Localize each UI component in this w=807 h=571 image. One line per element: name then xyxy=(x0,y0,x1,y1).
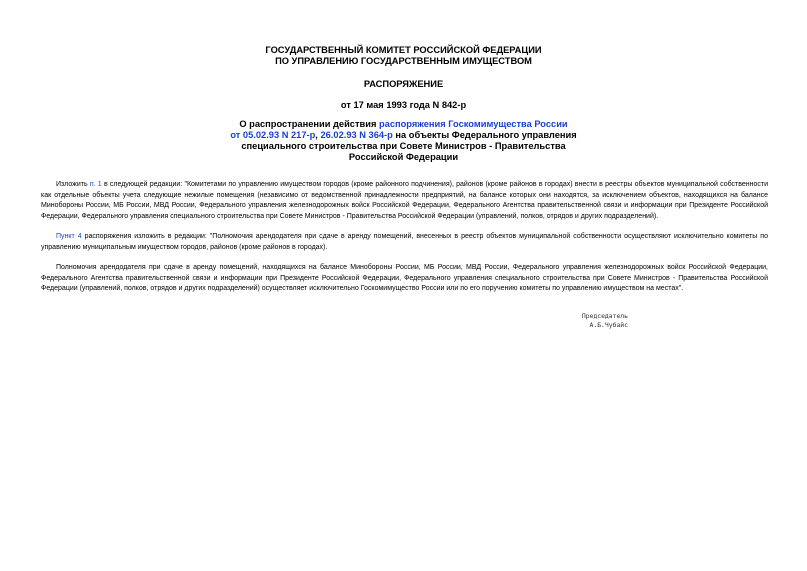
org-line-2: ПО УПРАВЛЕНИЮ ГОСУДАРСТВЕННЫМ ИМУЩЕСТВОМ xyxy=(275,56,532,66)
document-date: от 17 мая 1993 года N 842-р xyxy=(340,100,467,110)
subject-link-217[interactable]: от 05.02.93 N 217-р xyxy=(230,130,316,140)
paragraph-1 xyxy=(41,180,768,222)
subject-link-364[interactable]: 26.02.93 N 364-р xyxy=(320,130,393,140)
subject-prefix: О распространении действия xyxy=(239,119,379,129)
document-type: РАСПОРЯЖЕНИЕ xyxy=(363,79,444,89)
paragraph-1-link[interactable]: п. 1 xyxy=(89,181,102,188)
paragraph-2-text: распоряжения изложить в редакции: "Полномочия арендодателя при сдаче в аренду помещений, внесенных в реестр объектов муниципальной собственности осуществляют исключительно комитеты по управлению муниципальным имуществом городов, районов (кроме районов в городах). xyxy=(41,233,768,251)
subject-link-order[interactable]: распоряжения Госкомимущества России xyxy=(378,119,568,129)
org-line-1: ГОСУДАРСТВЕННЫЙ КОМИТЕТ РОССИЙСКОЙ ФЕДЕРАЦИИ xyxy=(265,45,542,55)
signature-name: А.Б.Чубайс xyxy=(589,320,628,329)
subject-line-2-rest: на объекты Федерального управления xyxy=(392,130,577,140)
subject-line-2 xyxy=(0,130,807,141)
paragraph-1-prefix: Изложить xyxy=(56,181,90,188)
signature-title: Председатель xyxy=(581,312,628,320)
paragraph-2-link[interactable]: Пункт 4 xyxy=(56,233,82,240)
subject-line-1 xyxy=(0,119,807,130)
paragraph-1-text: в следующей редакции: "Комитетами по управлению имуществом городов (кроме районного подчинения), районов (кроме районов в городах) внести в реестры объектов муниципальной собственности как отдельные объекты учета следующие нежилые помещения (независимо от ведомственной принадлежности предприятий, на балансе которых они находятся, за исключением объектов, находящихся на балансе Минобороны России, МБ России, МВД России, Федерального управления железнодорожных войск Российской Федерации, Федерального Агентства правительственной связи и информации при Президенте Российской Федерации, Федерального управления специального строительства при Совете Министров - Правительства Российской Федерации (управлений, полков, отрядов и других подразделений). xyxy=(41,181,768,220)
subject-separator: , xyxy=(315,130,321,140)
signature-block xyxy=(540,312,628,329)
issuing-authority xyxy=(0,45,807,67)
paragraph-3: Полномочия арендодателя при сдаче в аренду помещений, находящихся на балансе Минобороны России, МБ России, МВД России, Федерального управления железнодорожных войск Российской Федерации, Федерального Агентства правительственной связи и информации при Президенте Российской Федерации, Федерального управления специального строительства при Совете Министров - Правительства Российской Федерации (управлений, полков, отрядов и других подразделений) осуществляет исключительно Госкомимущество России или по его поручению комитеты по управлению имуществом на местах". xyxy=(41,264,768,292)
paragraph-2 xyxy=(41,232,768,253)
subject-line-4: Российской Федерации xyxy=(348,152,459,162)
document-subject xyxy=(0,119,807,163)
subject-line-3: специального строительства при Совете Министров - Правительства xyxy=(241,141,566,151)
